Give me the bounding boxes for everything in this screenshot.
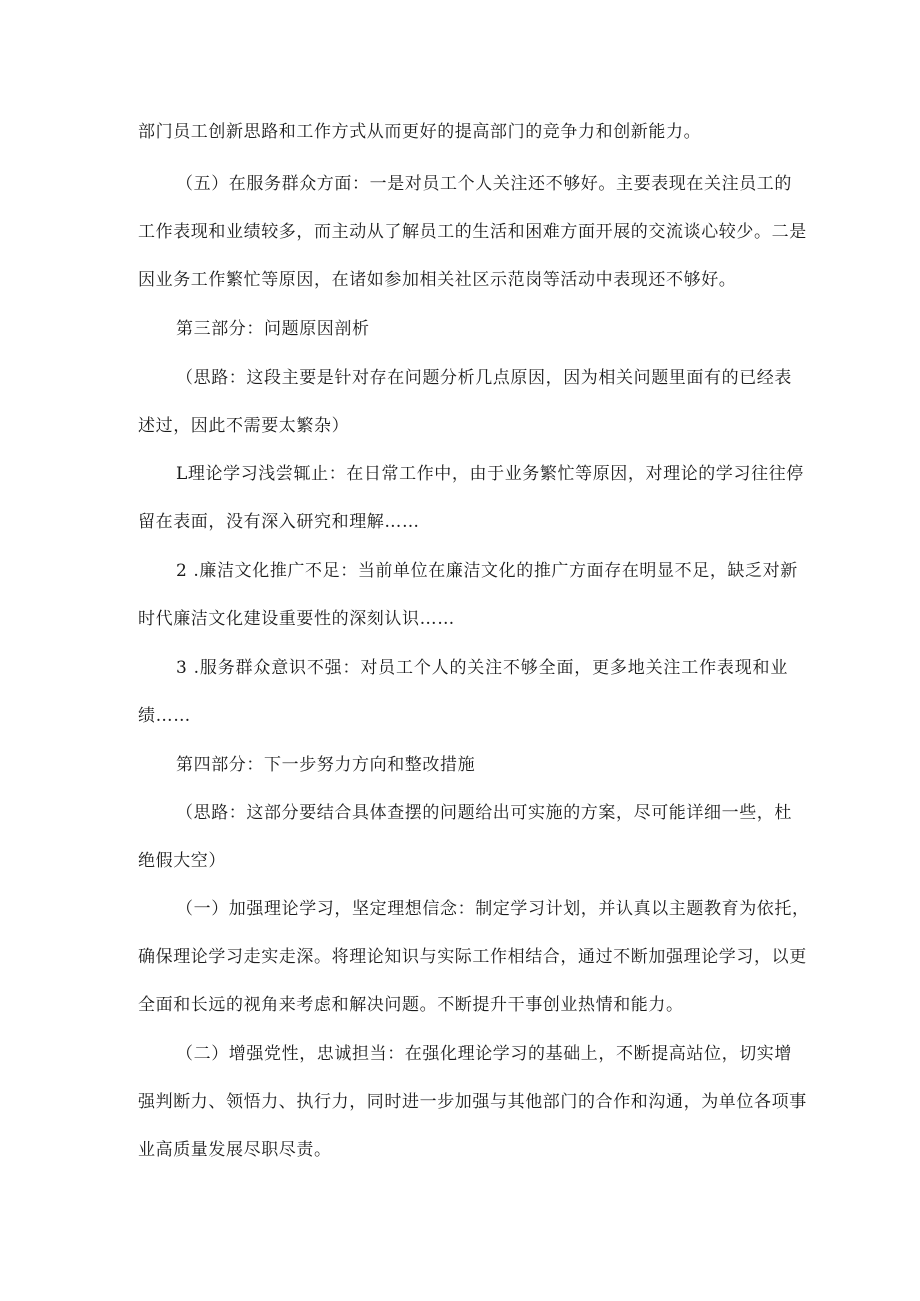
text-line: 绩…… <box>138 706 191 726</box>
section-heading-part4: 第四部分：下一步努力方向和整改措施 <box>176 755 476 775</box>
text-line: 全面和长远的视角来考虑和解决问题。不断提升干事创业热情和能力。 <box>138 995 684 1015</box>
text-line: 绝假大空） <box>138 851 226 871</box>
text-line: 述过，因此不需要太繁杂） <box>138 416 350 436</box>
text-line: 部门员工创新思路和工作方式从而更好的提高部门的竞争力和创新能力。 <box>138 122 702 142</box>
text-line: （思路：这部分要结合具体查摆的问题给出可实施的方案，尽可能详细一些，杜 <box>176 803 792 823</box>
text-line: 强判断力、领悟力、执行力，同时进一步加强与其他部门的合作和沟通，为单位各项事 <box>138 1092 807 1112</box>
list-item: 3 .服务群众意识不强：对员工个人的关注不够全面，更多地关注工作表现和业 <box>176 658 788 678</box>
text-line: （一）加强理论学习，坚定理想信念：制定学习计划，并认真以主题教育为依托， <box>176 899 810 919</box>
text-line: （思路：这段主要是针对存在问题分析几点原因，因为相关问题里面有的已经表 <box>176 368 792 388</box>
text-line: （二）增强党性，忠诚担当：在强化理论学习的基础上，不断提高站位，切实增 <box>176 1044 792 1064</box>
text-line: 因业务工作繁忙等原因，在诸如参加相关社区示范岗等活动中表现还不够好。 <box>138 270 737 290</box>
text-line: （五）在服务群众方面：一是对员工个人关注还不够好。主要表现在关注员工的 <box>176 174 792 194</box>
text-line: 业高质量发展尽职尽责。 <box>138 1140 332 1160</box>
text-line: 确保理论学习走实走深。将理论知识与实际工作相结合，通过不断加强理论学习，以更 <box>138 947 807 967</box>
list-item: 2 .廉洁文化推广不足：当前单位在廉洁文化的推广方面存在明显不足，缺乏对新 <box>176 561 798 581</box>
text-line: 工作表现和业绩较多，而主动从了解员工的生活和困难方面开展的交流谈心较少。二是 <box>138 222 807 242</box>
section-heading-part3: 第三部分：问题原因剖析 <box>176 319 370 339</box>
text-line: 时代廉洁文化建设重要性的深刻认识…… <box>138 609 455 629</box>
list-item: L理论学习浅尝辄止：在日常工作中，由于业务繁忙等原因，对理论的学习往往停 <box>176 464 804 484</box>
text-line: 留在表面，没有深入研究和理解…… <box>138 512 420 532</box>
